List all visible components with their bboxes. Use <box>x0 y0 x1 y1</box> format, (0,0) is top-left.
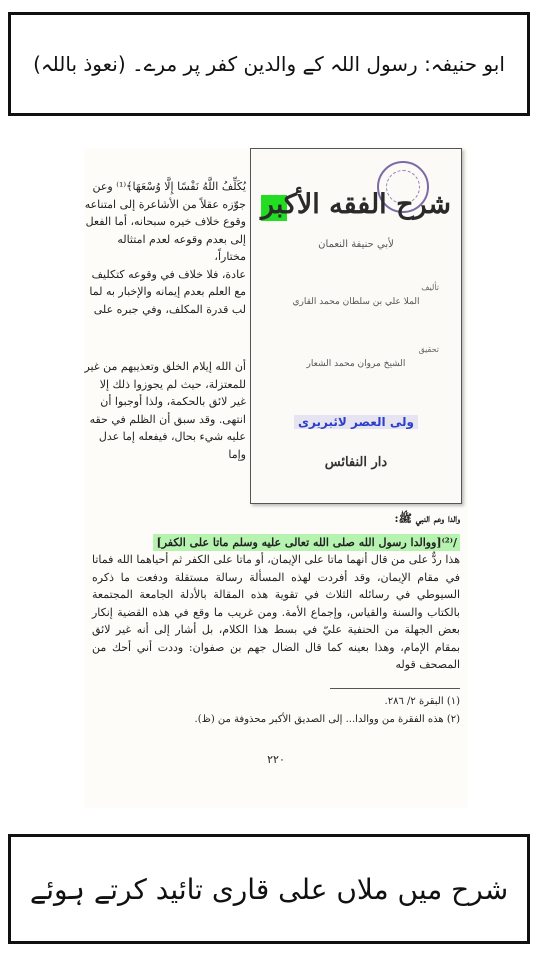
text-line: يُكَلِّفُ اللَّهُ نَفْسًا إِلَّا وُسْعَهَا﴾⁽¹⁾ وعن <box>92 180 246 193</box>
page-number: ٢٢٠ <box>267 752 285 766</box>
text-line: مع العلم بعدم إيمانه والإخبار به لما <box>89 285 246 298</box>
highlighted-sentence: /⁽²⁾[ووالدا رسول الله صلى الله تعالى عليه وسلم ماتا على الكفر] <box>153 534 460 552</box>
text-line: عليه شيء بحال، فيفعله إما عدل وإما <box>98 430 246 461</box>
text-line: غير لائق بالحكمة، ولذا أوجبوا أن <box>100 395 246 408</box>
cover-editor: الشيخ مروان محمد الشعار <box>306 359 406 369</box>
cover-library-label <box>251 415 461 429</box>
commentary-paragraph: هذا ردٌّ على من قال أنهما ماتا على الإيمان، أو ماتا على الكفر ثم أحياهما الله فماتا في مقام الإيمان، وقد أفردت لهذه المسألة رسالة مستقلة ودفعت ما ذكره السيوطي في رسائله الثلاث في تقوية هذه المقالة بالأدلة الجامعة المجتمعة بالكتاب والسنة والقياس، وإجماع الأمة. ومن غريب ما وقع في هذه القضية إنكار بعض الجهلة من الحنفية عليّ في بسط هذا الكلام، بل أشار إلى أنه غير لائق بمقام الإمام، وهذا بعينه كما قال الضال جهم بن صفوان: وددت أني أحك من المصحف قوله <box>92 553 460 671</box>
top-caption-text: ابو حنیفہ: رسول اللہ کے والدین کفر پر مرے۔ (نعوذ باللہ) <box>33 52 505 76</box>
cover-editor-label: تحقيق <box>418 345 439 354</box>
cover-subtitle: لأبي حنيفة النعمان <box>318 239 394 250</box>
footnote-2: (٢) هذه الفقرة من ووالدا... إلى الصديق الأكبر محذوفة من (ظ). <box>194 713 460 725</box>
left-paragraph-2 <box>84 358 250 463</box>
cover-title: شرح الفقه الأكبر <box>260 189 452 220</box>
text-line: لب قدرة المكلف، وفي جبره على <box>93 302 246 316</box>
commentary-text <box>84 510 468 768</box>
section-heading: والدا وعم النبي ﷺ: <box>394 512 460 525</box>
text-line: للمعتزلة، حيث لم يجوزوا ذلك إلا <box>99 377 246 391</box>
bottom-caption-text: شرح میں ملاں علی قاری تائید کرتے ہوئے <box>29 872 509 906</box>
bottom-caption-banner <box>8 834 530 944</box>
book-scan <box>84 148 468 808</box>
cover-publisher: دار النفائس <box>324 455 388 470</box>
top-caption-banner <box>8 12 530 116</box>
text-line: إلى بعدم وقوعه لعدم امتثاله مختاراً، <box>117 232 246 263</box>
text-line: أن الله إيلام الخلق وتعذيبهم من غير <box>84 360 246 373</box>
cover-author: الملا علي بن سلطان محمد القاري <box>292 297 420 307</box>
left-paragraph-1 <box>84 178 250 318</box>
book-cover <box>250 148 462 504</box>
text-line: انتهى. وقد سبق أن الظلم في حقه <box>89 412 246 426</box>
text-line: عادة، فلا خلاف في وقوعه كتكليف <box>91 267 246 281</box>
footnote-divider <box>330 688 460 689</box>
cover-author-label: تأليف <box>421 283 439 292</box>
text-line: جوّزه عقلاً من الأشاعرة إلى امتناعه <box>84 197 246 211</box>
library-name: ولی العصر لائبریری <box>294 415 418 429</box>
footnote-1: (١) البقرة ٢/ ٢٨٦. <box>384 695 460 707</box>
left-page-text <box>84 148 250 508</box>
text-line: وقوع خلاف خيره سبحانه، أما الفعل <box>85 215 246 228</box>
